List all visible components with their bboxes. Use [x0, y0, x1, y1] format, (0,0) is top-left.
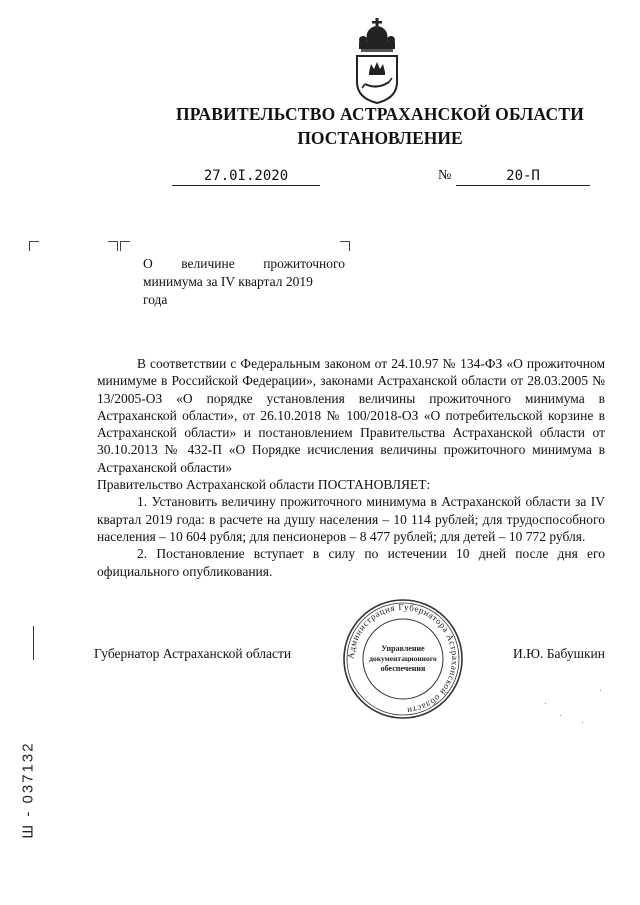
scan-speck [545, 703, 546, 704]
signatory-title: Губернатор Астраханской области [94, 646, 292, 661]
stamp-line: документационного [369, 654, 437, 663]
subject-line: минимума за IV квартал 2019 [143, 274, 313, 289]
item-1-paragraph: 1. Установить величину прожиточного минимума в Астраханской области за IV квартал 2019 года: в расчете на душу населения – 10 114 рублей; для трудоспособного населения – 10 604 рубля; для пенсионеров – 8 477 рублей; для детей – 10 772 рубля. [97, 494, 605, 544]
preamble-paragraph: В соответствии с Федеральным законом от 24.10.97 № 134-ФЗ «О прожиточном минимуме в Российской Федерации», законами Астраханской области от 28.03.2005 № 13/2005-ОЗ «О порядке установления величины прожиточного минимума в Астраханской области», от 26.10.2018 № 100/2018-ОЗ «О потребительской корзине в Астраханской области» и постановлением Правительства Астраханской области от 30.10.2013 № 432-П «О Порядке исчисления величины прожиточного минимума в Астраханской области» [97, 356, 605, 475]
subject-word: О [143, 256, 153, 271]
stamp-ring-text: Администрация Губернатора Астраханской области [345, 601, 461, 716]
item-2-paragraph: 2. Постановление вступает в силу по истечении 10 дней после дня его официального опубликования. [97, 546, 605, 579]
document-body [97, 355, 605, 580]
official-stamp [342, 598, 464, 720]
coat-of-arms-icon [351, 18, 403, 104]
serial-number: Ш - 037132 [19, 741, 37, 839]
stamp-line: обеспечения [380, 664, 426, 673]
signatory-name: И.Ю. Бабушкин [513, 646, 606, 661]
document-number: 20-П [456, 168, 590, 186]
number-label: № [438, 168, 452, 183]
government-title: ПРАВИТЕЛЬСТВО АСТРАХАНСКОЙ ОБЛАСТИ [175, 104, 585, 124]
subject-word: величине [181, 256, 235, 271]
subject-line: года [143, 292, 168, 307]
corner-mark [29, 241, 39, 251]
corner-mark [340, 241, 350, 251]
scan-speck [560, 715, 561, 716]
document-date: 27.0I.2020 [172, 168, 320, 186]
scan-speck [582, 722, 583, 723]
resolves-line: Правительство Астраханской области ПОСТАНОВЛЯЕТ: [97, 477, 431, 493]
stamp-line: Управление [381, 644, 425, 653]
margin-line [33, 626, 34, 660]
document-subject [143, 255, 345, 309]
corner-mark [108, 241, 118, 251]
scan-speck [600, 690, 601, 691]
subject-word: прожиточного [263, 256, 345, 271]
document-type: ПОСТАНОВЛЕНИЕ [297, 128, 463, 148]
corner-mark [120, 241, 130, 251]
